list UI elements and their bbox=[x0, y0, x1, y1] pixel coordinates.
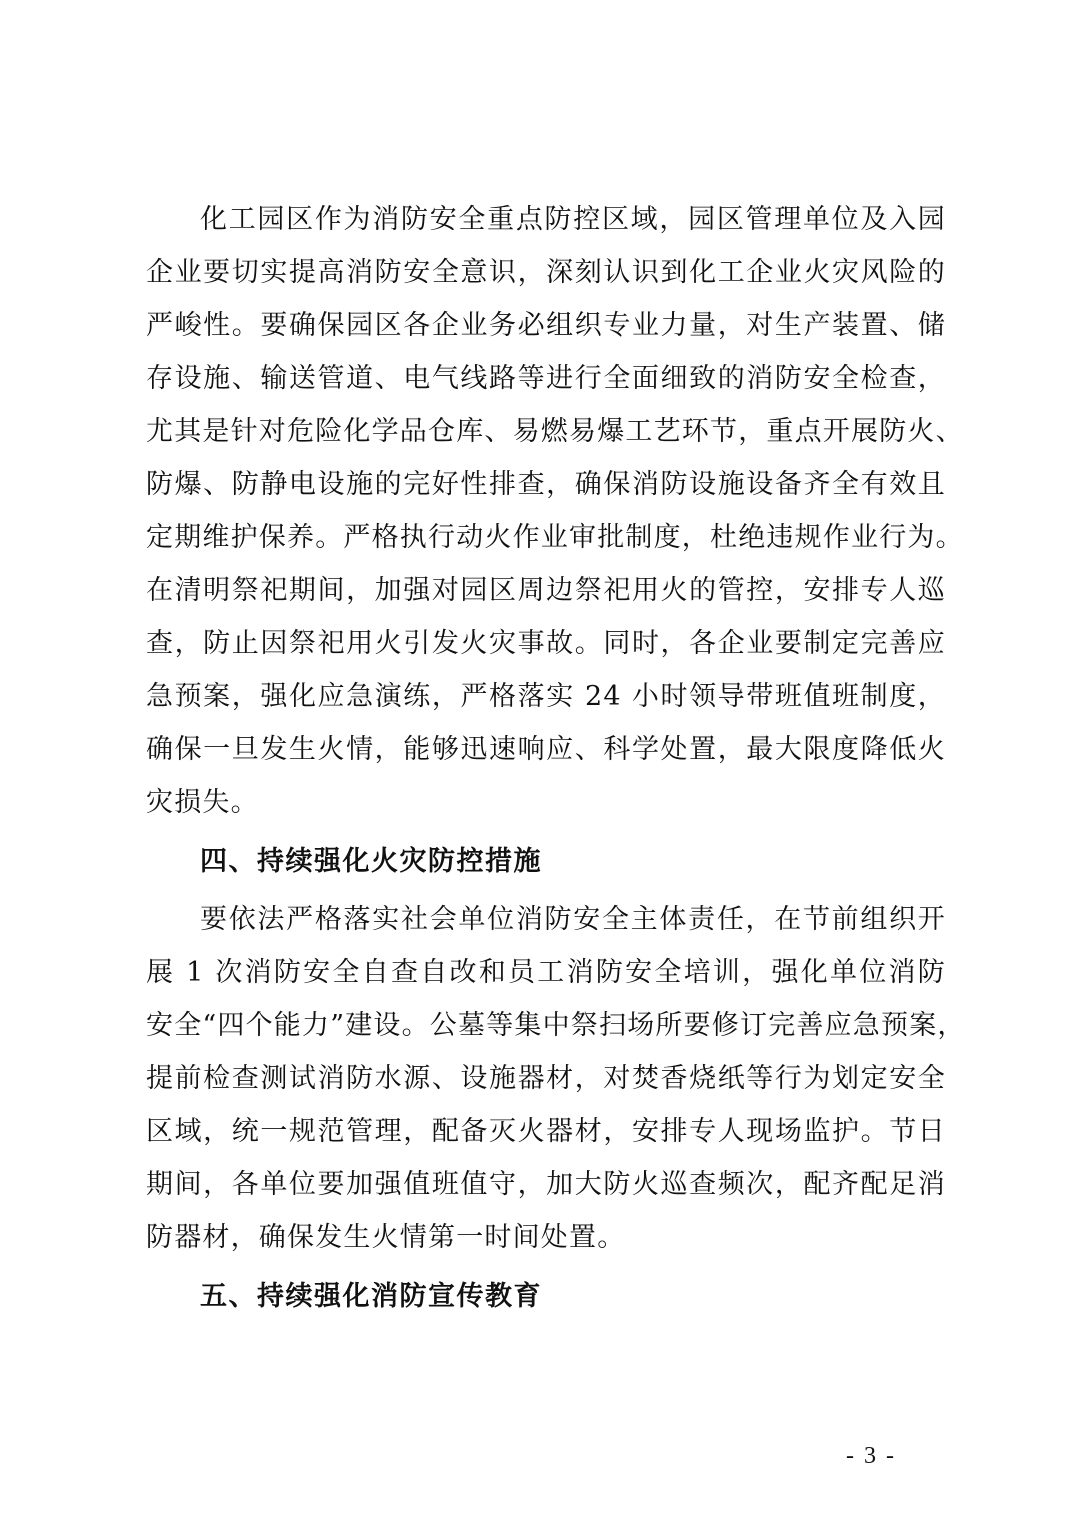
paragraph-line: 灾损失。 bbox=[146, 787, 259, 818]
paragraph-line: 严峻性。要确保园区各企业务必组织专业力量，对生产装置、储 bbox=[146, 310, 946, 341]
paragraph-line: 尤其是针对危险化学品仓库、易燃易爆工艺环节，重点开展防火、 bbox=[146, 416, 964, 447]
paragraph-line: 防器材，确保发生火情第一时间处置。 bbox=[146, 1222, 626, 1253]
paragraph-line: 展 1 次消防安全自查自改和员工消防安全培训，强化单位消防 bbox=[146, 957, 946, 988]
paragraph-line: 要依法严格落实社会单位消防安全主体责任，在节前组织开 bbox=[200, 904, 946, 935]
section-heading-5: 五、持续强化消防宣传教育 bbox=[200, 1281, 542, 1312]
paragraph-line: 急预案，强化应急演练，严格落实 24 小时领导带班值班制度， bbox=[146, 681, 946, 712]
paragraph-line: 确保一旦发生火情，能够迅速响应、科学处置，最大限度降低火 bbox=[146, 734, 946, 765]
paragraph-line: 化工园区作为消防安全重点防控区域，园区管理单位及入园 bbox=[200, 204, 946, 235]
paragraph-line: 在清明祭祀期间，加强对园区周边祭祀用火的管控，安排专人巡 bbox=[146, 575, 946, 606]
paragraph-line: 企业要切实提高消防安全意识，深刻认识到化工企业火灾风险的 bbox=[146, 257, 946, 288]
section-heading-4: 四、持续强化火灾防控措施 bbox=[200, 846, 542, 877]
paragraph-line: 安全“四个能力”建设。公墓等集中祭扫场所要修订完善应急预案， bbox=[146, 1010, 966, 1041]
paragraph-line: 区域，统一规范管理，配备灭火器材，安排专人现场监护。节日 bbox=[146, 1116, 946, 1147]
paragraph-line: 期间，各单位要加强值班值守，加大防火巡查频次，配齐配足消 bbox=[146, 1169, 946, 1200]
paragraph-line: 存设施、输送管道、电气线路等进行全面细致的消防安全检查， bbox=[146, 363, 946, 394]
paragraph-line: 查，防止因祭祀用火引发火灾事故。同时，各企业要制定完善应 bbox=[146, 628, 946, 659]
paragraph-line: 定期维护保养。严格执行动火作业审批制度，杜绝违规作业行为。 bbox=[146, 522, 964, 553]
paragraph-line: 防爆、防静电设施的完好性排查，确保消防设施设备齐全有效且 bbox=[146, 469, 946, 500]
paragraph-line: 提前检查测试消防水源、设施器材，对焚香烧纸等行为划定安全 bbox=[146, 1063, 946, 1094]
page-number: - 3 - bbox=[846, 1443, 896, 1469]
